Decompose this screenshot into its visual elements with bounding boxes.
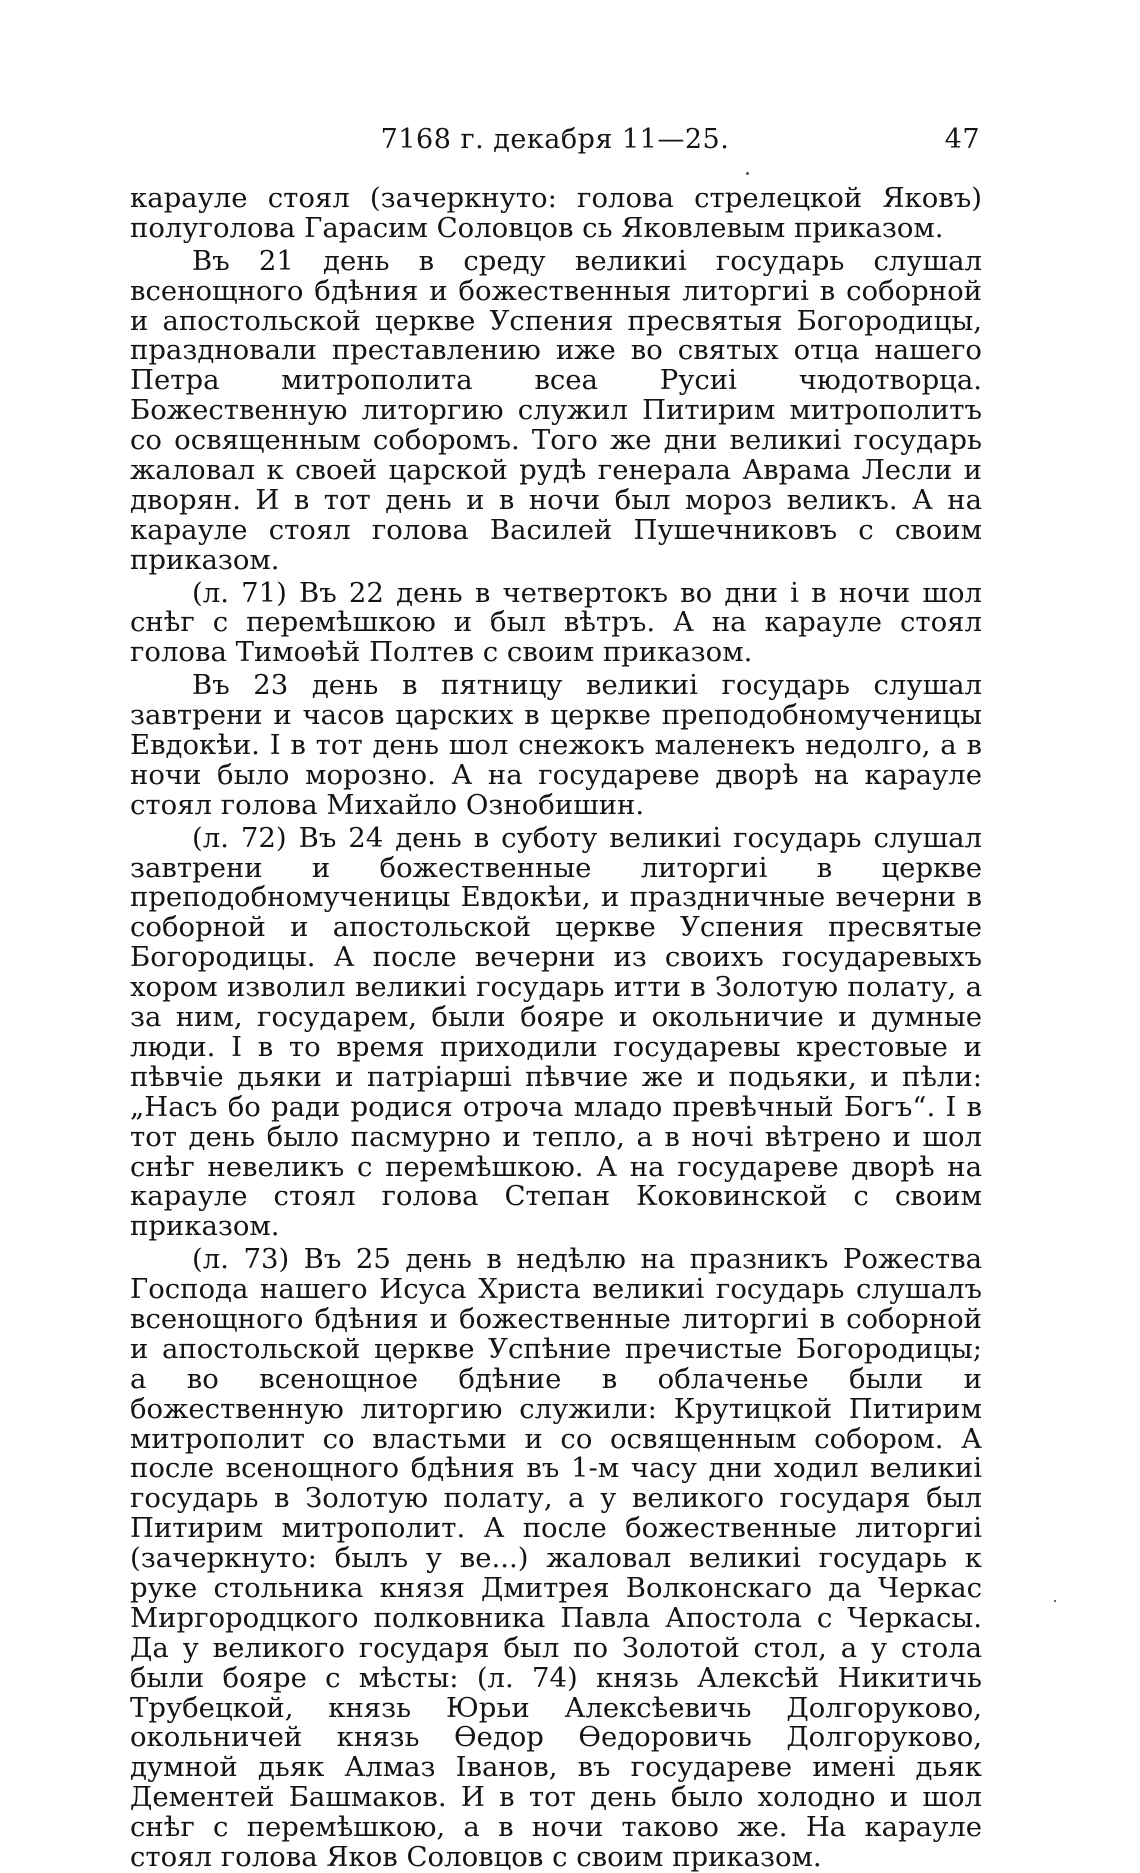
paragraph-dec-21: Въ 21 день в среду великиі государь слушал всенощного бдѣния и божественныя литоргиі в соборной и апостольской церкве Успения пресвятыя Богородицы, праздновали преставлению иже во святых отца нашего Петра митрополита всеа Русиі чюдотворца. Божественную литоргию служил Питирим митрополитъ со освященным соборомъ. Того же дни великиі государь жаловал к своей царской рудѣ генерала Аврама Лесли и дворян. И в тот день и в ночи был мороз великъ. А на карауле стоял голова Василей Пушечниковъ с своим приказом. — [130, 244, 982, 576]
running-title: 7168 г. декабря 11—25. — [380, 124, 730, 155]
paragraph-dec-24: (л. 72) Въ 24 день в суботу великиі государь слушал завтрени и божественные литоргиі в церкве преподобномученицы Евдокѣи, и праздничные вечерни в соборной и апостольской церкве Успения пресвятые Богородицы. А после вечерни из своихъ государевыхъ хором изволил великиі государь итти в Золотую полату, а за ним, государем, были бояре и окольничие и думные люди. І в то время приходили государевы крестовые и пѣвчіе дьяки и патріаршi пѣвчие же и подьяки, и пѣли: „Насъ бо ради родися отроча младо превѣчный Богъ“. І в тот день было пасмурно и тепло, а в ночі вѣтрено и шол снѣг невеликъ с перемѣшкою. А на государеве дворѣ на карауле стоял голова Степан Коковинской с своим приказом. — [130, 821, 982, 1243]
paragraph-dec-22: (л. 71) Въ 22 день в четвертокъ во дни і в ночи шол снѣг с перемѣшкою и был вѣтръ. А на карауле стоял голова Тимоѳѣй Полтев с своим приказом. — [130, 576, 982, 669]
document-body — [130, 184, 982, 1873]
paragraph-dec-23: Въ 23 день в пятницу великиі государь слушал завтрени и часов царских в церкве преподобномученицы Евдокѣи. І в тот день шол снежокъ маленекъ недолго, а в ночи было морозно. А на государеве дворѣ на карауле стоял голова Михайло Ознобишин. — [130, 669, 982, 821]
print-speck-margin — [1054, 1600, 1056, 1602]
paragraph-dec-25: (л. 73) Въ 25 день в недѣлю на празникъ Рожества Господа нашего Исуса Христа великиі государь слушалъ всенощного бдѣния и божественные литоргиі в соборной и апостольской церкве Успѣние пречистые Богородицы; а во всенощное бдѣние в облаченье были и божественную литоргию служили: Крутицкой Питирим митрополит со властьми и со освященным собором. А после всенощного бдѣния въ 1-м часу дни ходил великиі государь в Золотую полату, а у великого государя был Питирим митрополит. А после божественные литоргиі (зачеркнуто: былъ у ве...) жаловал великиі государь к руке стольника князя Дмитрея Волконскаго да Черкас Миргородцкого полковника Павла Апостола с Черкасы. Да у великого государя был по Золотой стол, а у стола были бояре с мѣсты: (л. 74) князь Алексѣй Никитичь Трубецкой, князь Юрьи Алексѣевичь Долгоруково, окольничей князь Ѳедор Ѳедоровичь Долгоруково, думной дьяк Алмаз Іванов, въ государеве имені дьяк Дементей Башмаков. И в тот день было холодно и шол снѣг с перемѣшкою, а в ночи таково же. На карауле стоял голова Яков Соловцов с своим приказом. — [130, 1243, 982, 1873]
page-header — [130, 124, 980, 164]
paragraph-continued: карауле стоял (зачеркнуто: голова стрелецкой Яковъ) полуголова Гарасим Соловцов сь Яковлевым приказом. — [130, 182, 982, 244]
print-speck — [746, 172, 749, 175]
page-number: 47 — [944, 124, 980, 155]
